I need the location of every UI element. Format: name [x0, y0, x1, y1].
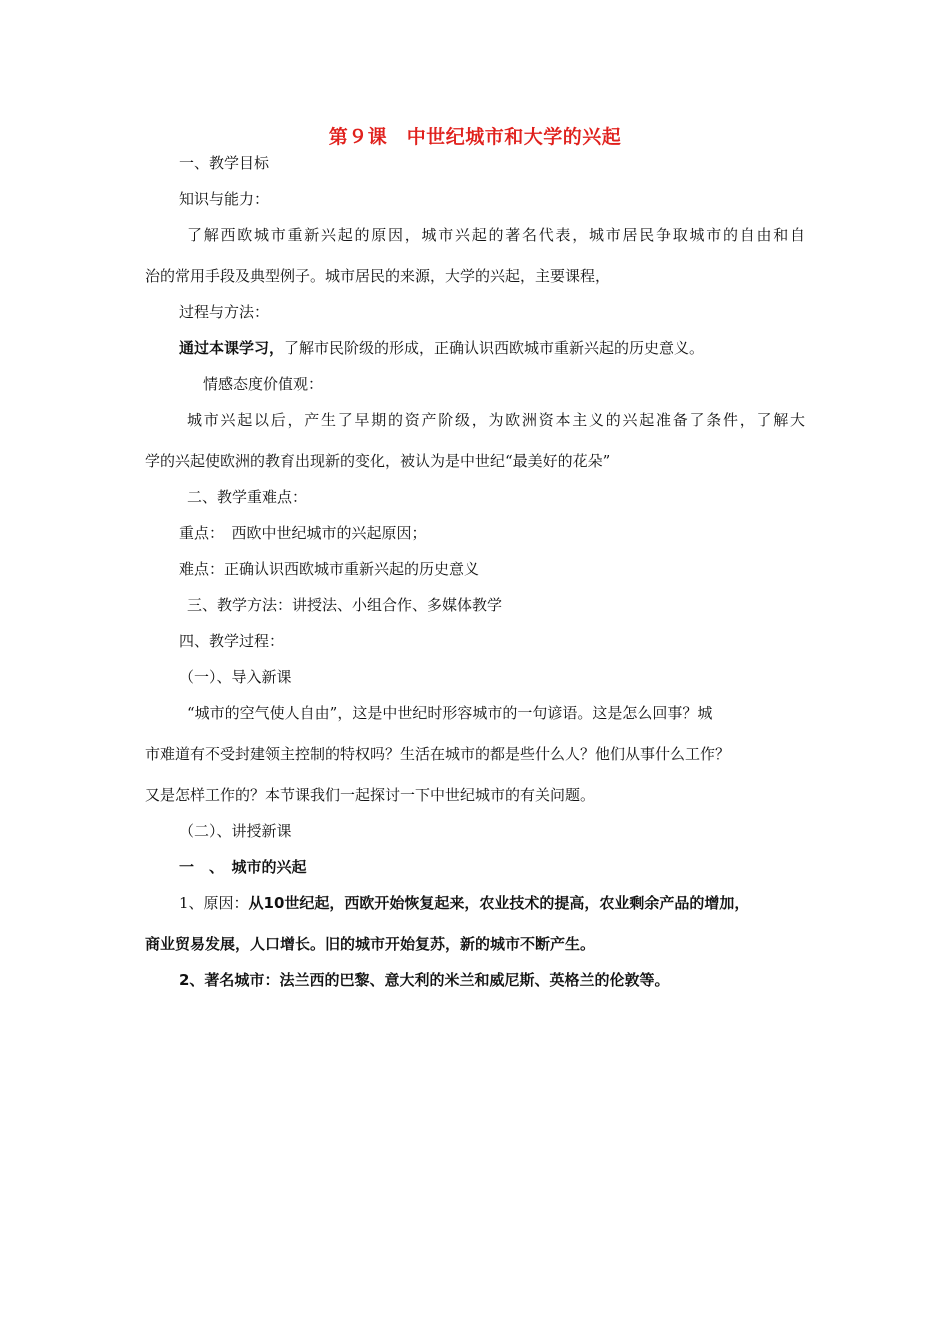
emotion-line-1: 城市兴起以后，产生了早期的资产阶级，为欧洲资本主义的兴起准备了条件，了解大 [187, 411, 805, 429]
cause-text-1: 从10世纪起，西欧开始恢复起来，农业技术的提高，农业剩余产品的增加， [248, 894, 750, 912]
knowledge-line-2: 治的常用手段及典型例子。城市居民的来源，大学的兴起，主要课程， [145, 267, 611, 285]
emotion-line-2: 学的兴起使欧洲的教育出现新的变化，被认为是中世纪“最美好的花朵” [145, 452, 611, 470]
hard-point: 难点：正确认识西欧城市重新兴起的历史意义 [179, 560, 480, 578]
teaching-process-heading: 四、教学过程： [179, 632, 285, 650]
teaching-methods: 三、教学方法：讲授法、小组合作、多媒体教学 [187, 596, 503, 614]
rise-heading: 一 、 城市的兴起 [179, 858, 307, 876]
famous-cities: 2、著名城市：法兰西的巴黎、意大利的米兰和威尼斯、英格兰的伦敦等。 [179, 971, 670, 989]
intro-heading: （一）、导入新课 [179, 668, 292, 686]
intro-line-2: 市难道有不受封建领主控制的特权吗？生活在城市的都是些什么人？他们从事什么工作？ [145, 745, 731, 763]
process-bold-lead: 通过本课学习， [179, 339, 285, 357]
cause-label: 1、原因： [179, 894, 249, 912]
process-paragraph [179, 337, 704, 359]
intro-line-3: 又是怎样工作的？本节课我们一起探讨一下中世纪城市的有关问题。 [145, 786, 596, 804]
knowledge-heading: 知识与能力： [179, 190, 270, 208]
process-rest: 了解市民阶级的形成，正确认识西欧城市重新兴起的历史意义。 [284, 339, 705, 357]
cause-line-1 [179, 892, 749, 914]
emotion-heading: 情感态度价值观： [203, 375, 324, 393]
cause-line-2: 商业贸易发展，人口增长。旧的城市开始复苏，新的城市不断产生。 [145, 935, 596, 953]
key-point: 重点： 西欧中世纪城市的兴起原因； [179, 524, 427, 542]
knowledge-line-1: 了解西欧城市重新兴起的原因，城市兴起的著名代表，城市居民争取城市的自由和自 [187, 226, 805, 244]
intro-line-1: “城市的空气使人自由”，这是中世纪时形容城市的一句谚语。这是怎么回事？城 [187, 704, 713, 722]
difficulty-heading: 二、教学重难点： [187, 488, 308, 506]
lecture-heading: （二）、讲授新课 [179, 822, 292, 840]
process-heading: 过程与方法： [179, 303, 270, 321]
goals-heading: 一、教学目标 [179, 154, 270, 172]
page-title: 第９课 中世纪城市和大学的兴起 [328, 126, 622, 148]
